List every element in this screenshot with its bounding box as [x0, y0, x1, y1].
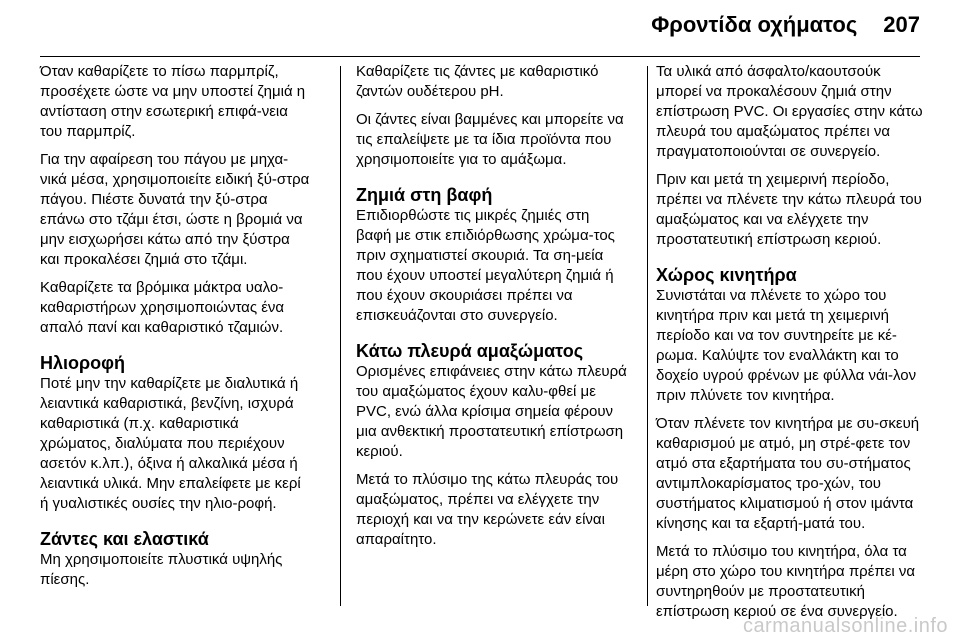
text-column-2	[356, 62, 628, 558]
paragraph: Μετά το πλύσιμο του κινητήρα, όλα τα μέρη στο χώρο του κινητήρα πρέπει να συντηρηθούν με προστατευτική επίστρωση κεριού σε ένα συνεργείο.	[656, 543, 916, 620]
page-title: Φροντίδα οχήματος	[651, 12, 858, 37]
section-heading: Ηλιοροφή	[40, 353, 126, 373]
paragraph: Για την αφαίρεση του πάγου με μηχα-νικά μέσα, χρησιμοποιείτε ειδική ξύ-στρα πάγου. Πιέστε δυνατά την ξύ-στρα επάνω στο τζάμι έτσι, ώστε η βρομιά να μην εισχωρήσει κάτω από την ξύστρα και προκαλέσει ζημιά στο τζάμι.	[40, 151, 310, 268]
paragraph: Ποτέ μην την καθαρίζετε με διαλυτικά ή λειαντικά καθαριστικά, βενζίνη, ισχυρά καθαριστικά (π.χ. καθαριστικά χρώματος, διαλύματα που περιέχουν ασετόν κ.λπ.), όξινα ή αλκαλικά μέσα ή λειαντικά υλικά. Μην επαλείφετε με κερί ή γυαλιστικές ουσίες την ηλιο-ροφή.	[40, 375, 301, 512]
column-divider	[647, 66, 648, 606]
page-number: 207	[883, 12, 920, 37]
watermark: carmanualsonline.info	[742, 615, 948, 637]
header-rule	[40, 56, 920, 57]
paragraph: Οι ζάντες είναι βαμμένες και μπορείτε να τις επαλείψετε με τα ίδια προϊόντα που χρησιμοποιείτε για το αμάξωμα.	[356, 111, 624, 168]
paragraph: Τα υλικά από άσφαλτο/καουτσούκ μπορεί να προκαλέσουν ζημιά στην επίστρωση PVC. Οι εργασίες στην κάτω πλευρά του αμαξώματος πρέπει να πραγματοποιούνται σε συνεργείο.	[656, 63, 923, 160]
column-divider	[340, 66, 341, 606]
paragraph: Επιδιορθώστε τις μικρές ζημιές στη βαφή με στικ επιδιόρθωσης χρώμα-τος πριν σχηματιστεί σκουριά. Τα ση-μεία που έχουν υποστεί μεγαλύτερη ζημιά ή που έχουν σκουριάσει πρέπει να επισκευάζονται στο συνεργείο.	[356, 207, 615, 324]
paragraph: Συνιστάται να πλένετε το χώρο του κινητήρα πριν και μετά τη χειμερινή περίοδο και να τον συντηρείτε με κέ-ρωμα. Καλύψτε τον εναλλάκτη και το δοχείο υγρού φρένων με φύλλα νάι-λον πριν πλύνετε τον κινητήρα.	[656, 287, 917, 404]
page-header	[651, 12, 920, 38]
paragraph: Μετά το πλύσιμο της κάτω πλευράς του αμαξώματος, πρέπει να ελέγχετε την περιοχή και να την κερώνετε εάν είναι απαραίτητο.	[356, 471, 619, 548]
paragraph: Ορισμένες επιφάνειες στην κάτω πλευρά του αμαξώματος έχουν καλυ-φθεί με PVC, ενώ άλλα κρίσιμα σημεία φέρουν μια ανθεκτική προστατευτική επίστρωση κεριού.	[356, 363, 627, 460]
paragraph: Μη χρησιμοποιείτε πλυστικά υψηλής πίεσης.	[40, 551, 283, 588]
text-column-1	[40, 62, 312, 598]
paragraph: Όταν πλένετε τον κινητήρα με συ-σκευή καθαρισμού με ατμό, μη στρέ-φετε τον ατμό στα εξαρτήματα του συ-στήματος αντιμπλοκαρίσματος τρο-χών, του συστήματος κλιματισμού ή στον ιμάντα κίνησης και τα εξαρτή-ματά του.	[656, 415, 920, 532]
text-column-3	[656, 62, 928, 630]
section-heading: Ζημιά στη βαφή	[356, 185, 493, 205]
section-heading: Κάτω πλευρά αμαξώματος	[356, 341, 584, 361]
paragraph: Καθαρίζετε τις ζάντες με καθαριστικό ζαντών ουδέτερου pH.	[356, 63, 599, 100]
paragraph: Όταν καθαρίζετε το πίσω παρμπρίζ, προσέχετε ώστε να μην υποστεί ζημιά η αντίσταση στην εσωτερική επιφά-νεια του παρμπρίζ.	[40, 63, 306, 140]
section-heading: Χώρος κινητήρα	[656, 265, 797, 285]
paragraph: Πριν και μετά τη χειμερινή περίοδο, πρέπει να πλένετε την κάτω πλευρά του αμαξώματος και να ελέγχετε την προστατευτική επίστρωση κεριού.	[656, 171, 922, 248]
paragraph: Καθαρίζετε τα βρόμικα μάκτρα υαλο-καθαριστήρων χρησιμοποιώντας ένα απαλό πανί και καθαριστικό τζαμιών.	[40, 279, 285, 336]
section-heading: Ζάντες και ελαστικά	[40, 529, 209, 549]
